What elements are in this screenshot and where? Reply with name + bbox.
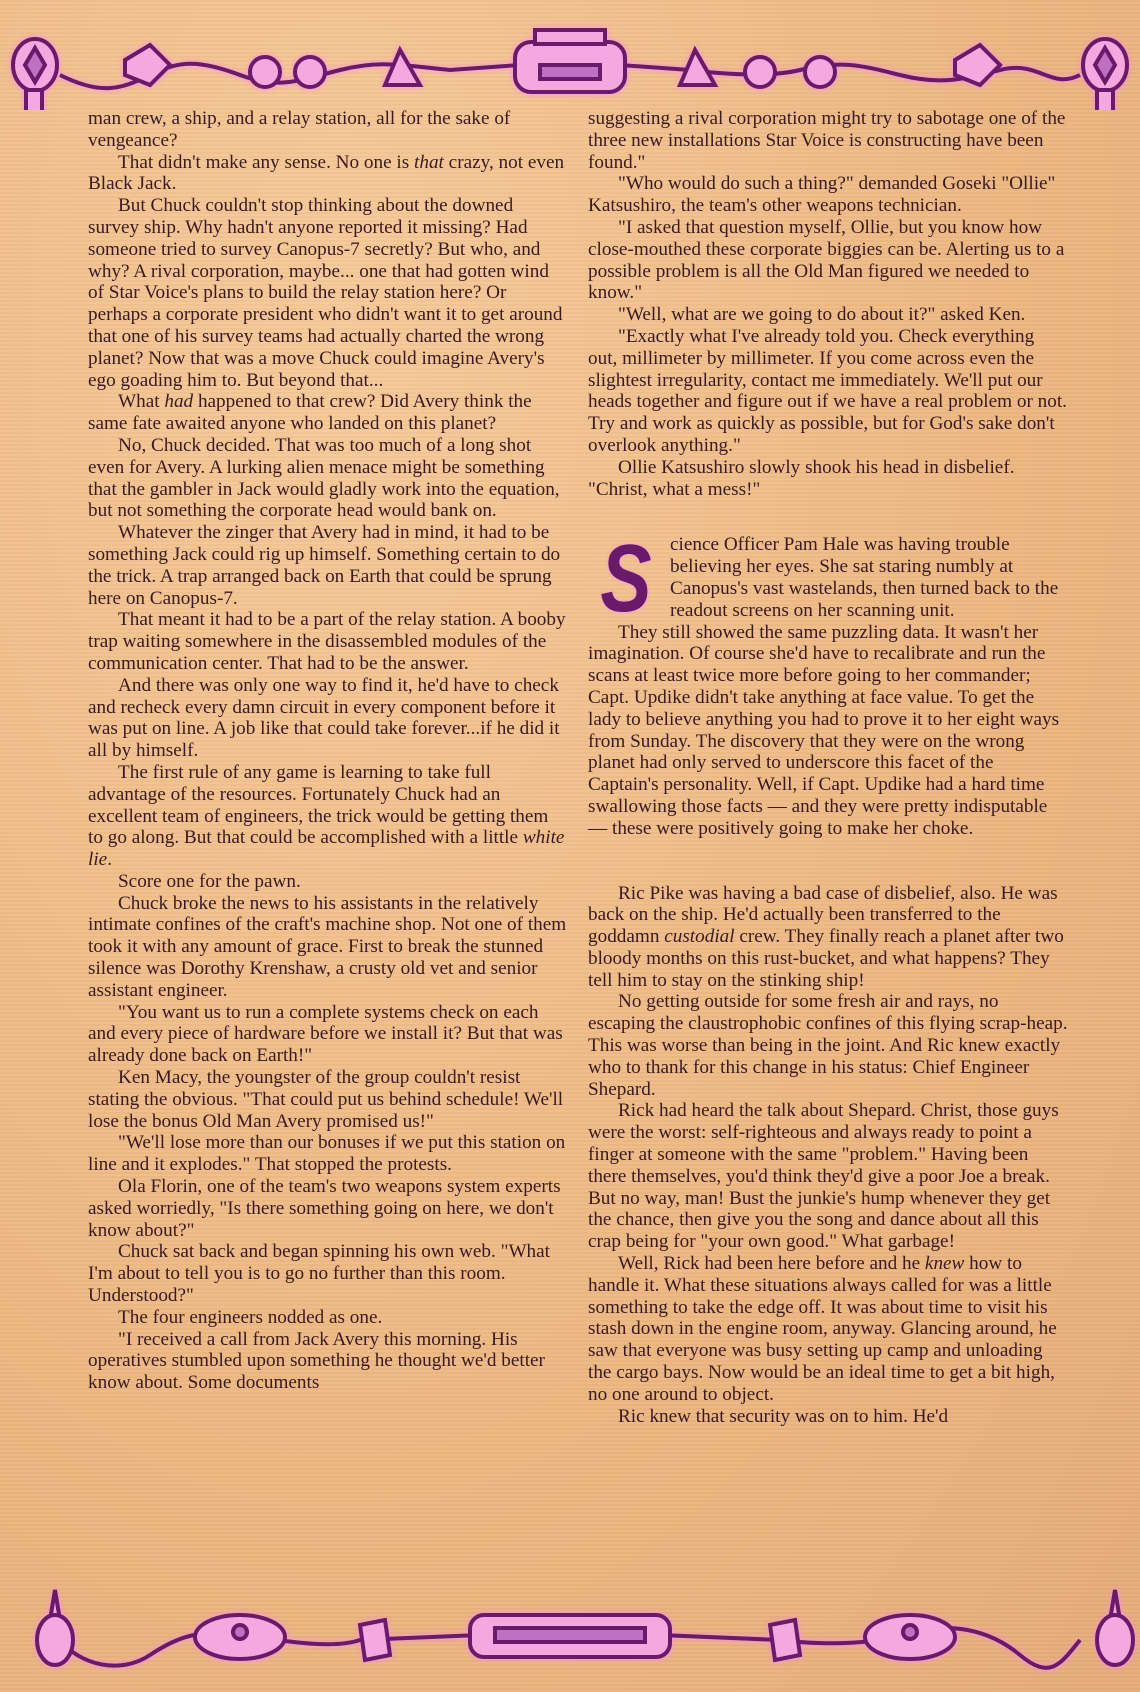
top-ornamental-border [0, 20, 1140, 110]
drop-cap: S [600, 525, 652, 633]
paragraph: What had happened to that crew? Did Avery think the same fate awaited anyone who landed on this planet? [88, 391, 532, 435]
paragraph: Ric knew that security was on to him. He'd [618, 1405, 949, 1427]
paragraph: Score one for the pawn. [118, 870, 301, 892]
paragraph: Rick had heard the talk about Shepard. Christ, those guys were the worst: self-righteous and always ready to point a finger at someone with the same "problem." Having been there themselves, you'd think they'd give a poor Joe a break. But no way, man! Bust the junkie's hump whenever they get the chance, then give you the song and dance about all this crap being for "your own good." What garbage! [588, 1100, 1059, 1253]
paragraph: They still showed the same puzzling data. It wasn't her imagination. Of course she'd have to recalibrate and run the scans at least twice more before going to her commander; Capt. Updike didn't take anything at face value. To get the lady to believe anything you had to prove it to her eight ways from Sunday. The discovery that they were on the wrong planet had only served to underscore this facet of the Captain's personality. Well, if Capt. Updike had a hard time swallowing those facts — and they were pretty indisputable — these were positively going to make her choke. [588, 621, 1060, 839]
paragraph: man crew, a ship, and a relay station, all for the sake of vengeance? [88, 108, 511, 151]
italic-emphasis: white lie [88, 827, 565, 871]
paragraph: Whatever the zinger that Avery had in mind, it had to be something Jack could rig up himself. Something certain to do the trick. A trap arranged back on Earth that could be sprung here on Canopus-7. [88, 522, 561, 609]
paragraph: "We'll lose more than our bonuses if we put this station on line and it explodes." That stopped the protests. [88, 1132, 566, 1176]
italic-emphasis: had [164, 391, 194, 413]
paragraph: "You want us to run a complete systems check on each and every piece of hardware before we install it? But that was already done back on Earth!" [88, 1001, 563, 1067]
page-body [88, 108, 1068, 1608]
paragraph: But Chuck couldn't stop thinking about the downed survey ship. Why hadn't anyone reported it missing? Had someone tried to survey Canopus-7 secretly? But who, and why? A rival corporation, maybe... one that had gotten wind of Star Voice's plans to build the relay station here? Or perhaps a corporate president who didn't want it to get around that one of his survey teams had actually charted the wrong planet? Now that was a move Chuck could imagine Avery's ego goading him to. But beyond that... [88, 195, 563, 391]
paragraph: That meant it had to be a part of the relay station. A booby trap waiting somewhere in the disassembled modules of the communication center. That had to be the answer. [88, 609, 566, 674]
paragraph: And there was only one way to find it, he'd have to check and recheck every damn circuit in every component before it was put on line. A job like that could take forever...if he did it all by himself. [88, 674, 560, 762]
paragraph: The four engineers nodded as one. [118, 1306, 383, 1328]
right-column [588, 108, 1068, 1608]
paragraph: Well, Rick had been here before and he knew how to handle it. What these situations always called for was a little something to take the edge off. It was about time to visit his stash down in the engine room, anyway. Glancing around, he saw that everyone was busy setting up camp and unloading the cargo bays. Now would be an ideal time to get a bit high, no one around to object. [588, 1253, 1057, 1405]
paragraph: Ola Florin, one of the team's two weapons system experts asked worriedly, "Is there something going on here, we don't know about?" [88, 1176, 561, 1241]
paragraph: "Well, what are we going to do about it?" asked Ken. [618, 304, 1026, 326]
paragraph: No getting outside for some fresh air and rays, no escaping the claustrophobic confines of this flying scrap-heap. This was worse than being in the joint. And Ric knew exactly who to thank for this change in his status: Chief Engineer Shepard. [588, 991, 1068, 1100]
paragraph: Ollie Katsushiro slowly shook his head in disbelief. "Christ, what a mess!" [588, 456, 1015, 500]
section-opening-paragraph: Science Officer Pam Hale was having trouble believing her eyes. She sat staring numbly at Canopus's vast wastelands, then turned back to the readout screens on her scanning unit. [600, 525, 1059, 633]
italic-emphasis: knew [924, 1253, 965, 1275]
italic-emphasis: that [414, 151, 444, 173]
paragraph: "Who would do such a thing?" demanded Goseki "Ollie" Katsushiro, the team's other weapons technician. [588, 173, 1056, 217]
paragraph: Chuck broke the news to his assistants in the relatively intimate confines of the craft's machine shop. Not one of them took it with any amount of grace. First to break the stunned silence was Dorothy Krenshaw, a crusty old vet and senior assistant engineer. [88, 892, 567, 1001]
paragraph: "I asked that question myself, Ollie, but you know how close-mouthed these corporate biggies can be. Alerting us to a possible problem is all the Old Man figured we needed to know." [588, 216, 1065, 304]
paragraph: Ken Macy, the youngster of the group couldn't resist stating the obvious. "That could put us behind schedule! We'll lose the bonus Old Man Avery promised us!" [88, 1067, 564, 1132]
paragraph: "Exactly what I've already told you. Check everything out, millimeter by millimeter. If you come across even the slightest irregularity, contact me immediately. We'll put our heads together and figure out if we have a real problem or not. Try and work as quickly as possible, but for God's sake don't overlook anything." [588, 325, 1067, 456]
paragraph: Chuck sat back and began spinning his own web. "What I'm about to tell you is to go no further than this room. Understood?" [88, 1241, 550, 1307]
paragraph: suggesting a rival corporation might try to sabotage one of the three new installations Star Voice is constructing have been found." [588, 108, 1066, 173]
paragraph: Ric Pike was having a bad case of disbelief, also. He was back on the ship. He'd actually been transferred to the goddamn custodial crew. They finally reach a planet after two bloody months on this rust-bucket, and what happens? They tell him to stay on the stinking ship! [588, 882, 1064, 991]
italic-emphasis: custodial [664, 926, 735, 948]
left-column [88, 108, 568, 1608]
paragraph: No, Chuck decided. That was too much of a long shot even for Avery. A lurking alien menace might be something that the gambler in Jack would gladly work into the equation, but not something the corporate head would bank on. [88, 434, 560, 522]
paragraph: "I received a call from Jack Avery this morning. His operatives stumbled upon something he thought we'd better know about. Some documents [88, 1328, 545, 1394]
paragraph: The first rule of any game is learning to take full advantage of the resources. Fortunately Chuck had an excellent team of engineers, the trick would be getting them to go along. But that could be accomplished with a little white lie. [88, 761, 565, 871]
paragraph: That didn't make any sense. No one is that crazy, not even Black Jack. [88, 151, 565, 195]
